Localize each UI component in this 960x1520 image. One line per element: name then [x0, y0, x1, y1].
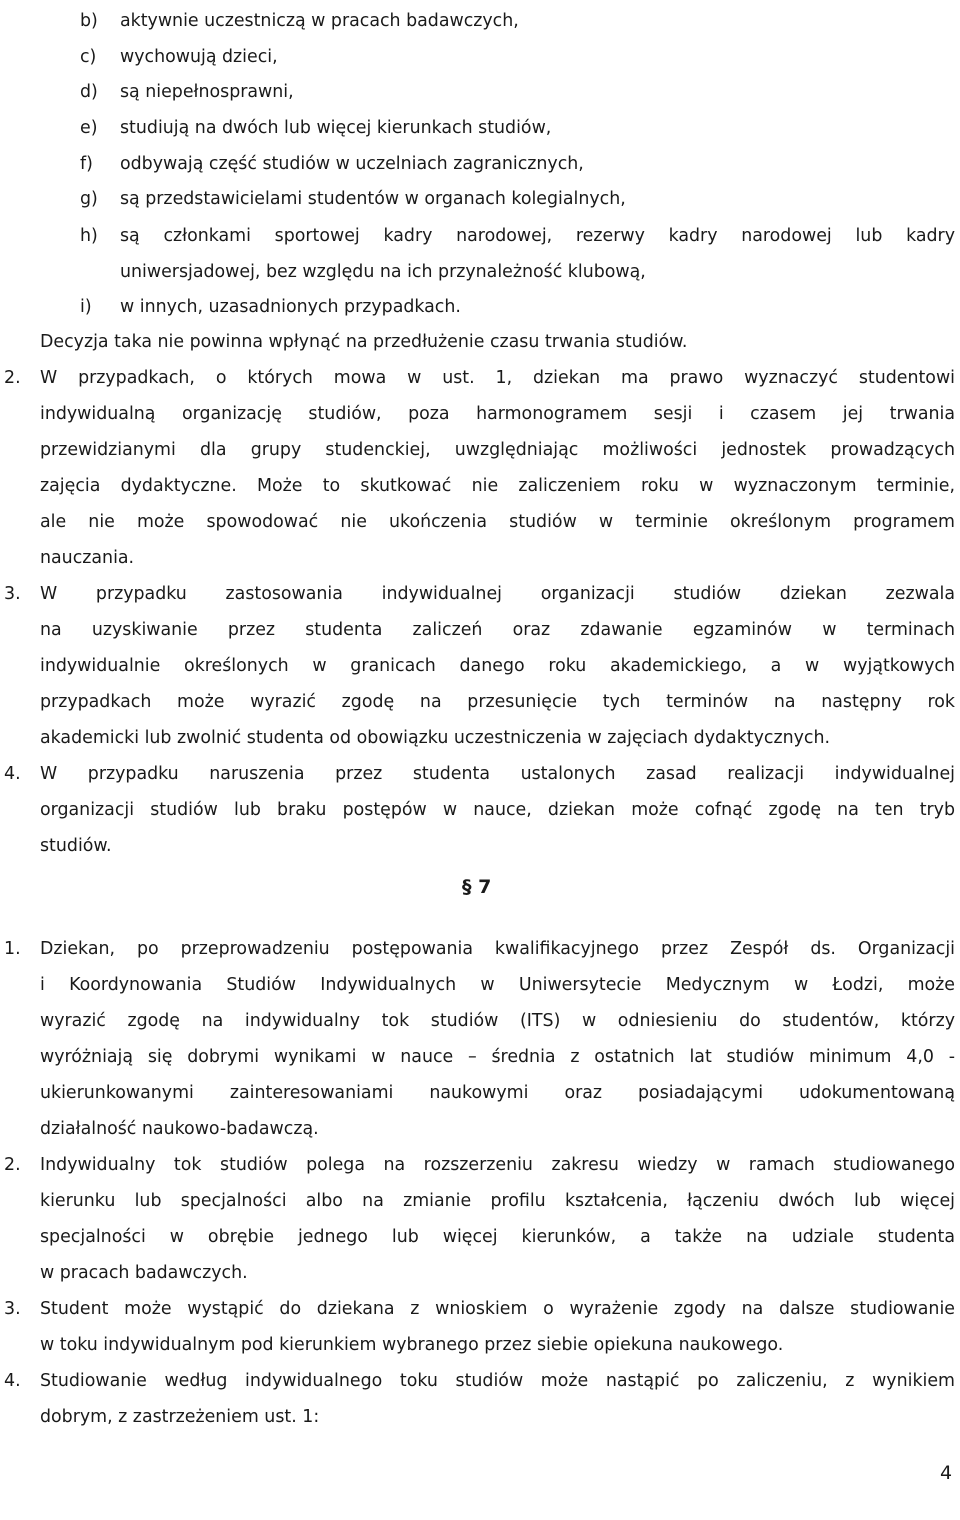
list-marker: 1. — [4, 939, 21, 959]
list-item-line: Indywidualny tok studiów polega na rozszerzeniu zakresu wiedzy w ramach studiowanego — [40, 1155, 955, 1175]
list-item-line: w innych, uzasadnionych przypadkach. — [120, 297, 461, 317]
list-item-line: specjalności w obrębie jednego lub więcej kierunków, a także na udziale studenta — [40, 1227, 955, 1247]
list-item-line: zajęcia dydaktyczne. Może to skutkować nie zaliczeniem roku w wyznaczonym terminie, — [40, 476, 955, 496]
list-item-line: działalność naukowo-badawczą. — [40, 1119, 319, 1139]
list-item-line: w toku indywidualnym pod kierunkiem wybranego przez siebie opiekuna naukowego. — [40, 1335, 784, 1355]
list-item-line: W przypadku zastosowania indywidualnej organizacji studiów dziekan zezwala — [40, 584, 955, 604]
list-marker: 3. — [4, 584, 21, 604]
list-marker: 2. — [4, 368, 21, 388]
list-item-line: studiują na dwóch lub więcej kierunkach studiów, — [120, 118, 552, 138]
list-item-line: W przypadkach, o których mowa w ust. 1, dziekan ma prawo wyznaczyć studentowi — [40, 368, 955, 388]
list-item-line: nauczania. — [40, 548, 135, 568]
list-item-line: Studiowanie według indywidualnego toku studiów może nastąpić po zaliczeniu, z wynikiem — [40, 1371, 955, 1391]
list-item-line: Student może wystąpić do dziekana z wnioskiem o wyrażenie zgody na dalsze studiowanie — [40, 1299, 955, 1319]
list-item-line: kierunku lub specjalności albo na zmianie profilu kształcenia, łączeniu dwóch lub więcej — [40, 1191, 955, 1211]
list-marker: e) — [80, 118, 98, 138]
list-item-line: indywidualnie określonych w granicach danego roku akademickiego, a w wyjątkowych — [40, 656, 955, 676]
list-item-line: przewidzianymi dla grupy studenckiej, uwzględniając możliwości jednostek prowadzących — [40, 440, 955, 460]
list-marker: g) — [80, 189, 98, 209]
list-item-line: aktywnie uczestniczą w pracach badawczych, — [120, 11, 519, 31]
list-marker: b) — [80, 11, 98, 31]
list-item-line: są członkami sportowej kadry narodowej, rezerwy kadry narodowej lub kadry — [120, 226, 955, 246]
list-item-line: są przedstawicielami studentów w organach kolegialnych, — [120, 189, 626, 209]
list-item-line: Dziekan, po przeprowadzeniu postępowania kwalifikacyjnego przez Zespół ds. Organizacji — [40, 939, 955, 959]
list-marker: h) — [80, 226, 98, 246]
list-item-line: i Koordynowania Studiów Indywidualnych w Uniwersytecie Medycznym w Łodzi, może — [40, 975, 955, 995]
list-item-line: wychowują dzieci, — [120, 47, 278, 67]
list-marker: 2. — [4, 1155, 21, 1175]
list-item-line: dobrym, z zastrzeżeniem ust. 1: — [40, 1407, 320, 1427]
list-item-line: na uzyskiwanie przez studenta zaliczeń oraz zdawanie egzaminów w terminach — [40, 620, 955, 640]
section-title: § 7 — [462, 876, 492, 898]
list-item-line: odbywają część studiów w uczelniach zagranicznych, — [120, 154, 584, 174]
list-item-line: indywidualną organizację studiów, poza harmonogramem sesji i czasem jej trwania — [40, 404, 955, 424]
list-item-line: wyróżniają się dobrymi wynikami w nauce – średnia z ostatnich lat studiów minimum 4,0 - — [40, 1047, 955, 1067]
list-item-line: wyrazić zgodę na indywidualny tok studiów (ITS) w odniesieniu do studentów, którzy — [40, 1011, 955, 1031]
list-marker: 4. — [4, 1371, 21, 1391]
list-item-line: W przypadku naruszenia przez studenta ustalonych zasad realizacji indywidualnej — [40, 764, 955, 784]
page-number: 4 — [940, 1462, 953, 1484]
list-item-line: akademicki lub zwolnić studenta od obowiązku uczestniczenia w zajęciach dydaktycznych. — [40, 728, 831, 748]
list-marker: d) — [80, 82, 98, 102]
list-item-line: przypadkach może wyrazić zgodę na przesunięcie tych terminów na następny rok — [40, 692, 955, 712]
list-item-line: uniwersjadowej, bez względu na ich przynależność klubową, — [120, 262, 646, 282]
list-item-line: studiów. — [40, 836, 112, 856]
list-marker: 4. — [4, 764, 21, 784]
list-item-line: są niepełnosprawni, — [120, 82, 294, 102]
list-marker: c) — [80, 47, 97, 67]
list-item-line: ukierunkowanymi zainteresowaniami naukowymi oraz posiadającymi udokumentowaną — [40, 1083, 955, 1103]
list-item-line: organizacji studiów lub braku postępów w nauce, dziekan może cofnąć zgodę na ten tryb — [40, 800, 955, 820]
list-item-line: w pracach badawczych. — [40, 1263, 248, 1283]
list-item-line: ale nie może spowodować nie ukończenia studiów w terminie określonym programem — [40, 512, 955, 532]
list-marker: i) — [80, 297, 92, 317]
paragraph-line: Decyzja taka nie powinna wpłynąć na przedłużenie czasu trwania studiów. — [40, 332, 688, 352]
list-marker: f) — [80, 154, 93, 174]
list-marker: 3. — [4, 1299, 21, 1319]
